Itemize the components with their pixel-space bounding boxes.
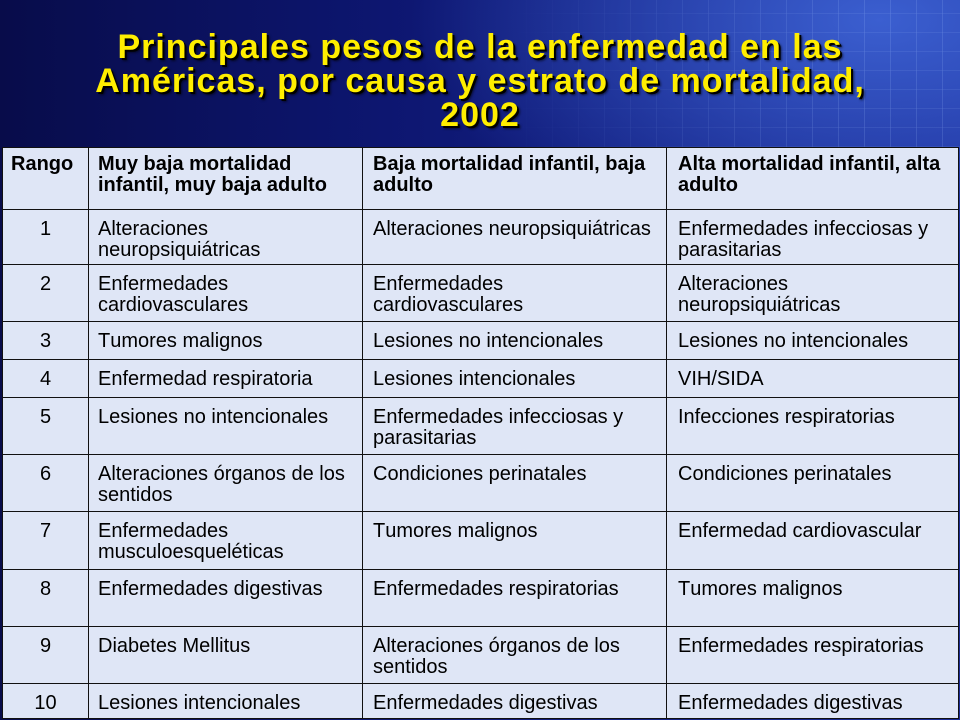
very-low-mortality-cell: Alteraciones neuropsiquiátricas xyxy=(89,210,363,265)
very-low-mortality-cell: Enfermedades cardiovasculares xyxy=(89,265,363,322)
rank-cell: 1 xyxy=(3,210,89,265)
table-row xyxy=(3,455,959,512)
very-low-mortality-cell: Enfermedades digestivas xyxy=(89,570,363,627)
high-mortality-header: Alta mortalidad infantil, alta adulto xyxy=(667,148,959,210)
very-low-mortality-cell: Lesiones no intencionales xyxy=(89,398,363,455)
title-line: Américas, por causa y estrato de mortalidad, xyxy=(95,62,865,100)
low-mortality-cell: Lesiones intencionales xyxy=(363,360,667,398)
table-row xyxy=(3,512,959,570)
high-mortality-cell: Tumores malignos xyxy=(667,570,959,627)
rank-cell: 10 xyxy=(3,684,89,719)
rank-cell: 3 xyxy=(3,322,89,360)
rank-cell: 6 xyxy=(3,455,89,512)
high-mortality-cell: Enfermedades infecciosas y parasitarias xyxy=(667,210,959,265)
high-mortality-cell: VIH/SIDA xyxy=(667,360,959,398)
low-mortality-cell: Lesiones no intencionales xyxy=(363,322,667,360)
low-mortality-header: Baja mortalidad infantil, baja adulto xyxy=(363,148,667,210)
table-row xyxy=(3,360,959,398)
low-mortality-cell: Condiciones perinatales xyxy=(363,455,667,512)
table-row xyxy=(3,398,959,455)
high-mortality-cell: Infecciones respiratorias xyxy=(667,398,959,455)
rank-cell: 4 xyxy=(3,360,89,398)
rank-header: Rango xyxy=(3,148,89,210)
very-low-mortality-cell: Lesiones intencionales xyxy=(89,684,363,719)
high-mortality-cell: Alteraciones neuropsiquiátricas xyxy=(667,265,959,322)
rank-cell: 7 xyxy=(3,512,89,570)
very-low-mortality-header: Muy baja mortalidad infantil, muy baja adulto xyxy=(89,148,363,210)
table-row xyxy=(3,265,959,322)
high-mortality-cell: Condiciones perinatales xyxy=(667,455,959,512)
title-line: Principales pesos de la enfermedad en las xyxy=(117,28,843,66)
low-mortality-cell: Enfermedades respiratorias xyxy=(363,570,667,627)
low-mortality-cell: Alteraciones órganos de los sentidos xyxy=(363,627,667,684)
table-row xyxy=(3,627,959,684)
high-mortality-cell: Enfermedades digestivas xyxy=(667,684,959,719)
rank-cell: 9 xyxy=(3,627,89,684)
very-low-mortality-cell: Enfermedad respiratoria xyxy=(89,360,363,398)
high-mortality-cell: Enfermedades respiratorias xyxy=(667,627,959,684)
low-mortality-cell: Enfermedades cardiovasculares xyxy=(363,265,667,322)
slide-title xyxy=(0,30,960,132)
table-row xyxy=(3,684,959,719)
low-mortality-cell: Enfermedades digestivas xyxy=(363,684,667,719)
high-mortality-cell: Lesiones no intencionales xyxy=(667,322,959,360)
rank-cell: 2 xyxy=(3,265,89,322)
low-mortality-cell: Enfermedades infecciosas y parasitarias xyxy=(363,398,667,455)
table-row xyxy=(3,570,959,627)
rank-cell: 5 xyxy=(3,398,89,455)
table-row xyxy=(3,210,959,265)
very-low-mortality-cell: Diabetes Mellitus xyxy=(89,627,363,684)
rank-cell: 8 xyxy=(3,570,89,627)
high-mortality-cell: Enfermedad cardiovascular xyxy=(667,512,959,570)
very-low-mortality-cell: Enfermedades musculoesqueléticas xyxy=(89,512,363,570)
low-mortality-cell: Tumores malignos xyxy=(363,512,667,570)
title-year: 2002 xyxy=(440,96,520,134)
table-header-row xyxy=(3,148,959,210)
very-low-mortality-cell: Alteraciones órganos de los sentidos xyxy=(89,455,363,512)
disease-burden-table xyxy=(2,147,959,719)
table-row xyxy=(3,322,959,360)
low-mortality-cell: Alteraciones neuropsiquiátricas xyxy=(363,210,667,265)
very-low-mortality-cell: Tumores malignos xyxy=(89,322,363,360)
